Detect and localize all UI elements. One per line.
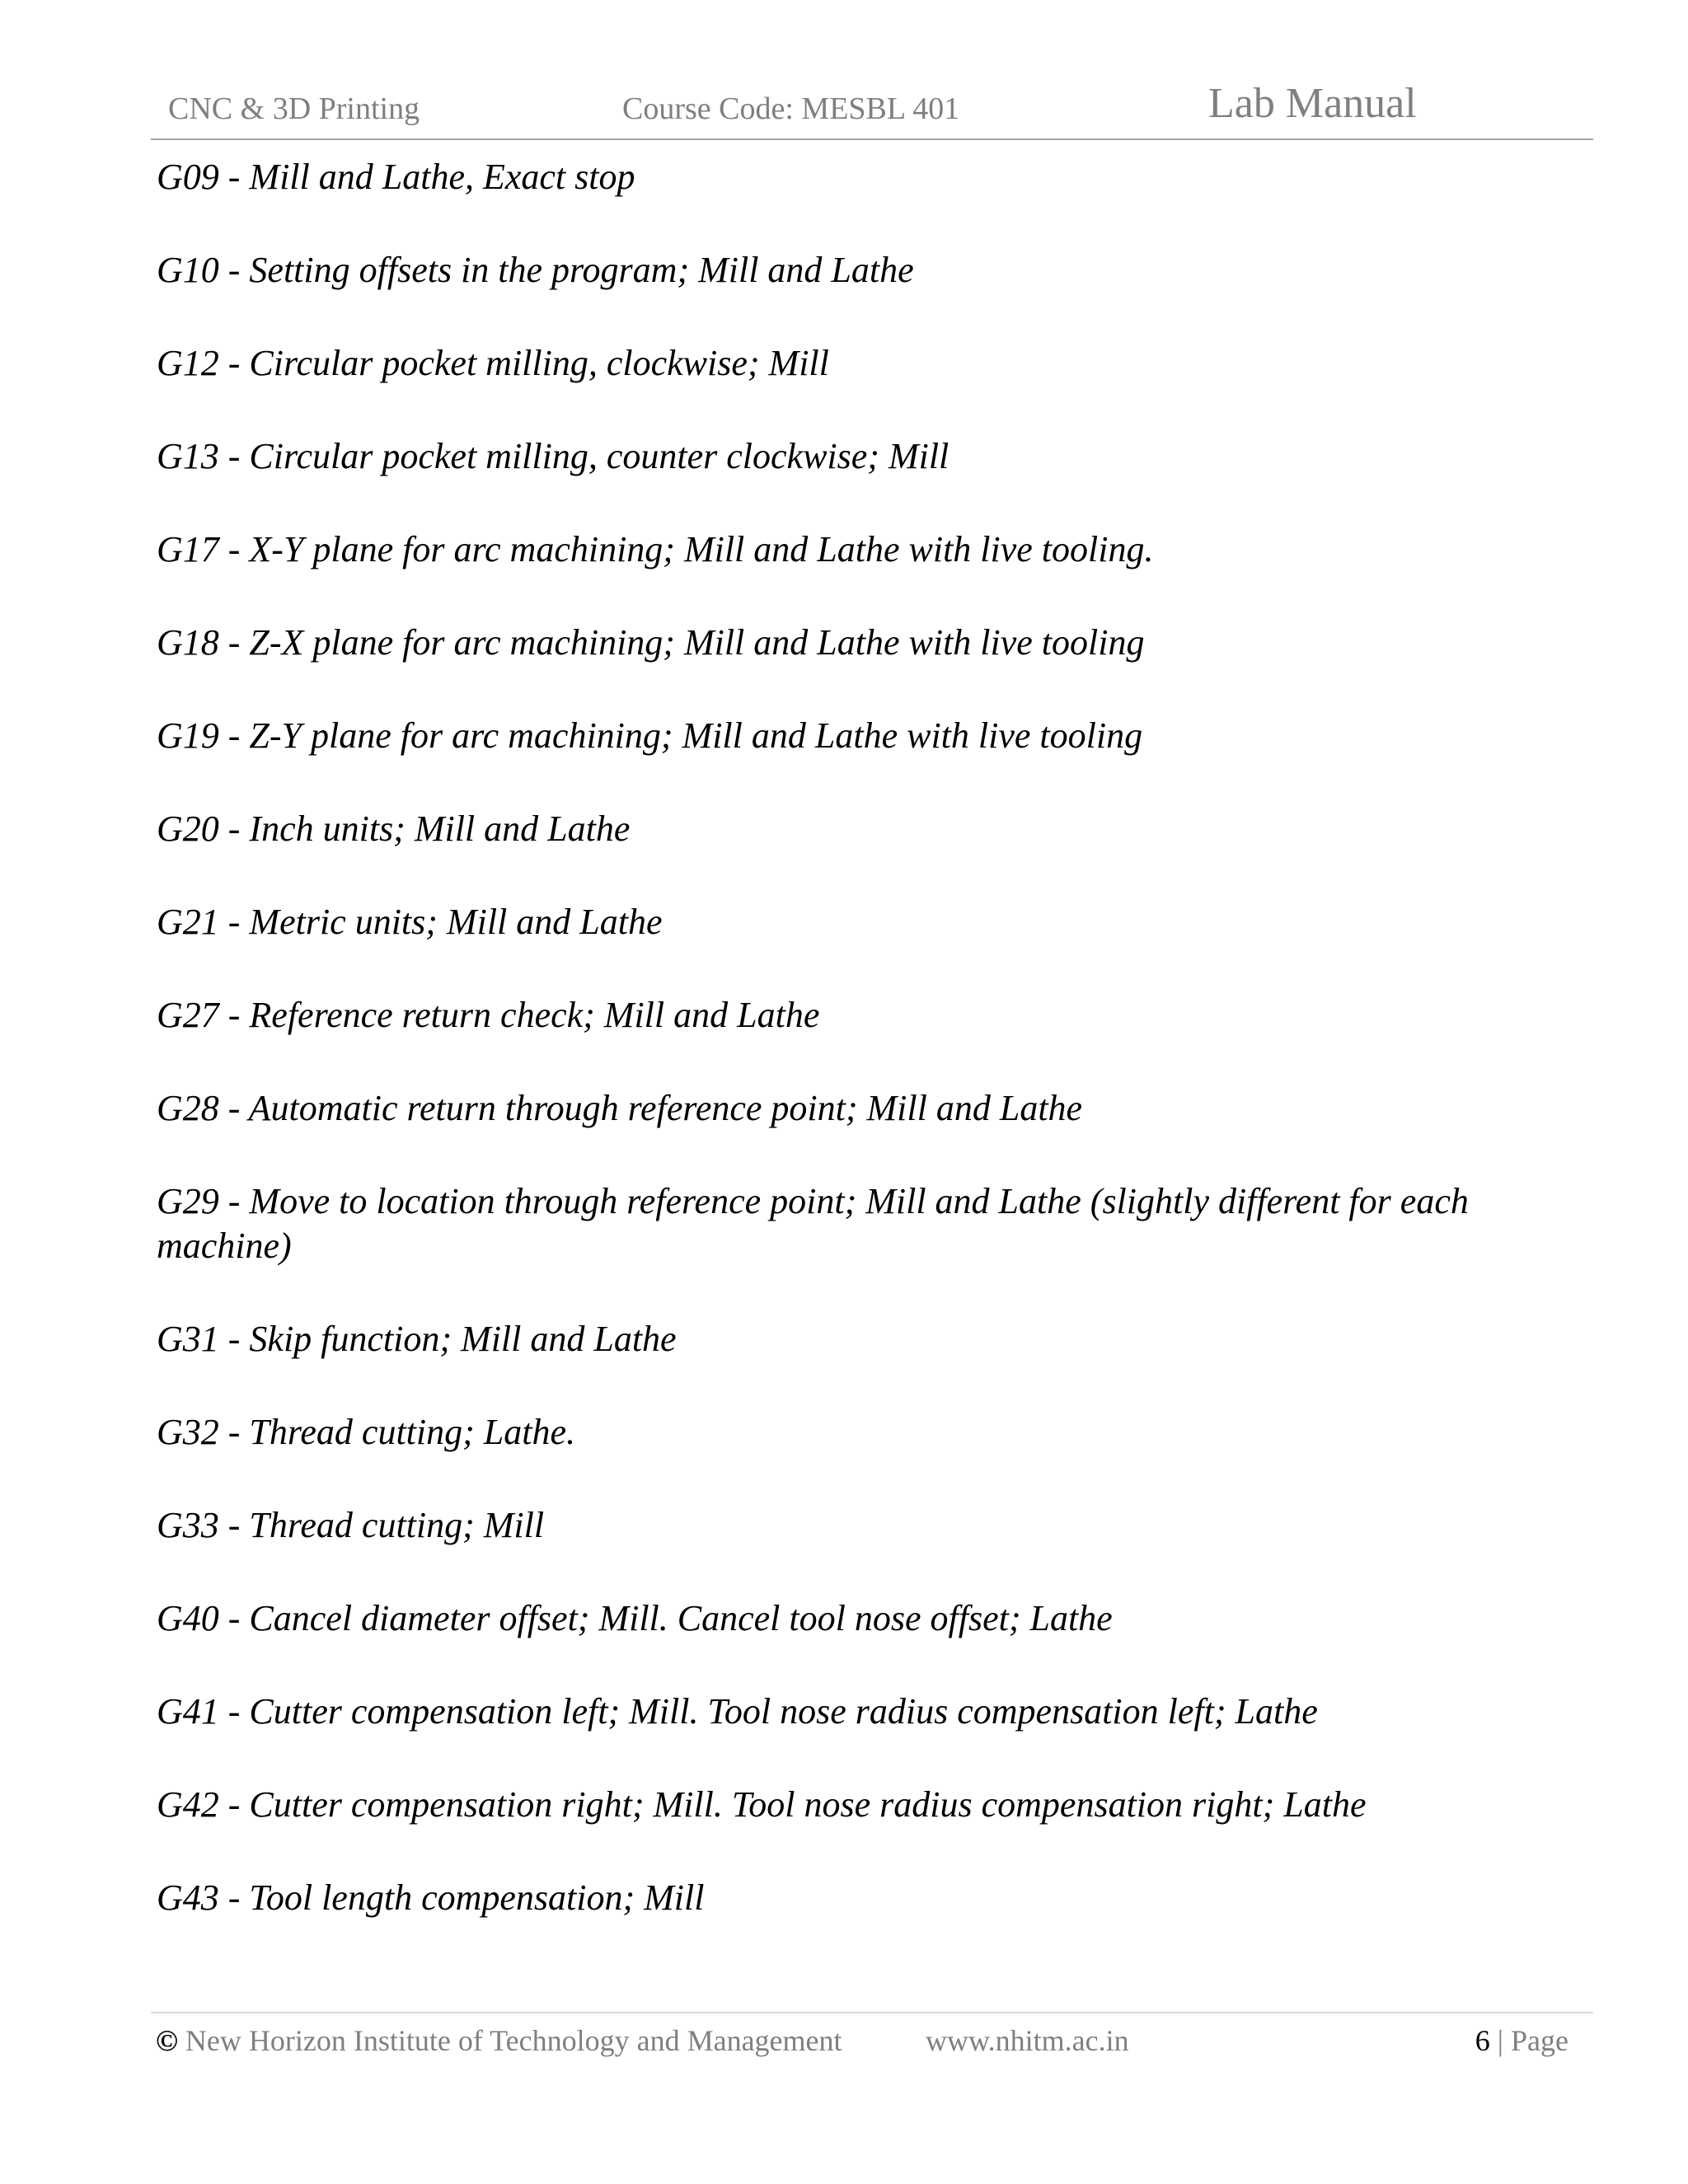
- gcode-item: G18 - Z-X plane for arc machining; Mill and Lathe with live tooling: [157, 622, 1145, 663]
- header-course-name: CNC & 3D Printing: [168, 91, 420, 126]
- gcode-item: G41 - Cutter compensation left; Mill. Tool nose radius compensation left; Lathe: [157, 1691, 1318, 1732]
- gcode-item: G13 - Circular pocket milling, counter clockwise; Mill: [157, 436, 950, 476]
- gcode-list: [157, 155, 1574, 1969]
- footer-institute: New Horizon Institute of Technology and Management: [185, 2024, 842, 2057]
- page-separator: |: [1497, 2024, 1504, 2057]
- gcode-item: G21 - Metric units; Mill and Lathe: [157, 902, 663, 942]
- gcode-item: G20 - Inch units; Mill and Lathe: [157, 808, 631, 849]
- page-footer: [151, 2012, 1593, 2063]
- footer-page-indicator: [1475, 2023, 1568, 2058]
- page-header: [151, 76, 1593, 140]
- footer-institute-block: [156, 2023, 842, 2058]
- page-label: Page: [1511, 2024, 1568, 2057]
- gcode-item: G43 - Tool length compensation; Mill: [157, 1877, 705, 1918]
- header-doc-type: Lab Manual: [1208, 80, 1417, 127]
- gcode-item: G09 - Mill and Lathe, Exact stop: [157, 157, 635, 197]
- footer-website: www.nhitm.ac.in: [926, 2024, 1129, 2057]
- gcode-item: G12 - Circular pocket milling, clockwise; Mill: [157, 343, 829, 383]
- gcode-item: G28 - Automatic return through reference point; Mill and Lathe: [157, 1088, 1083, 1128]
- gcode-item: G27 - Reference return check; Mill and Lathe: [157, 995, 820, 1035]
- page-number: 6: [1475, 2024, 1490, 2057]
- gcode-item: G33 - Thread cutting; Mill: [157, 1505, 545, 1545]
- gcode-item: G19 - Z-Y plane for arc machining; Mill and Lathe with live tooling: [157, 715, 1143, 756]
- gcode-item: G10 - Setting offsets in the program; Mill and Lathe: [157, 250, 914, 290]
- gcode-item: G32 - Thread cutting; Lathe.: [157, 1412, 575, 1452]
- copyright-icon: ©: [156, 2024, 178, 2057]
- gcode-item: G17 - X-Y plane for arc machining; Mill and Lathe with live tooling.: [157, 529, 1154, 569]
- header-course-code: Course Code: MESBL 401: [622, 91, 960, 126]
- gcode-item: G40 - Cancel diameter offset; Mill. Cancel tool nose offset; Lathe: [157, 1598, 1113, 1638]
- gcode-item: G42 - Cutter compensation right; Mill. Tool nose radius compensation right; Lathe: [157, 1784, 1367, 1825]
- gcode-item: G29 - Move to location through reference point; Mill and Lathe (slightly different for each machine): [157, 1181, 1469, 1266]
- gcode-item: G31 - Skip function; Mill and Lathe: [157, 1319, 677, 1359]
